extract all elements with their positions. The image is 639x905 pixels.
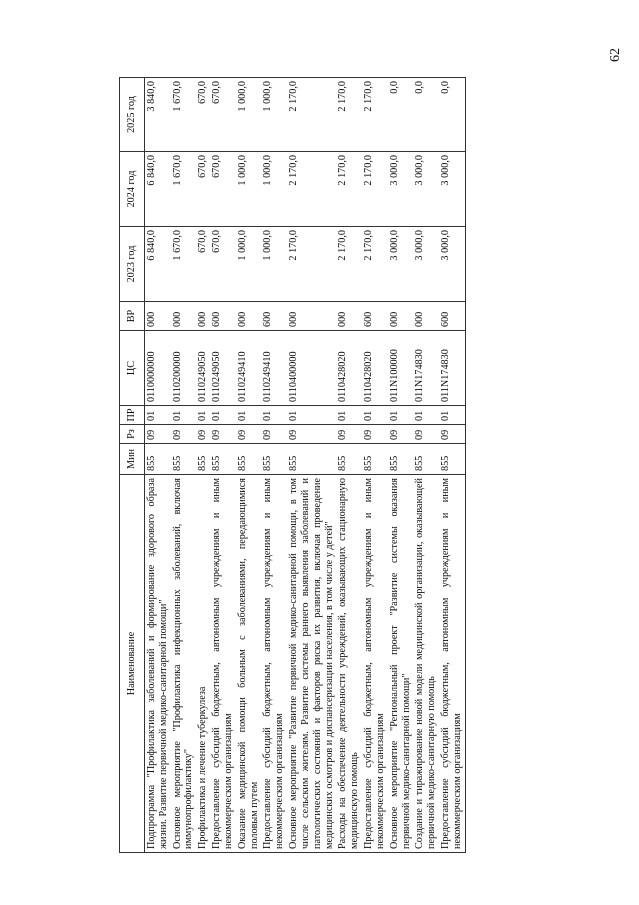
pr-cell: 01 <box>362 406 388 425</box>
y2025-cell: 670,0 <box>196 78 210 152</box>
cs-cell: 011N174830 <box>413 331 439 406</box>
cs-cell: 0110249410 <box>236 331 262 406</box>
y2023-cell: 670,0 <box>210 227 236 302</box>
cs-cell: 0110400000 <box>287 331 336 406</box>
name-cell: Предоставление субсидий бюджетным, автономным учреждениям и иным некоммерческим организациям <box>210 475 236 853</box>
y2025-cell: 3 840,0 <box>145 78 171 152</box>
y2024-cell: 2 170,0 <box>336 152 362 227</box>
table-row <box>236 78 262 853</box>
table-row <box>196 78 210 853</box>
pr-cell: 01 <box>336 406 362 425</box>
y2024-cell: 3 000,0 <box>413 152 439 227</box>
y2024-cell: 1 670,0 <box>171 152 197 227</box>
min-cell: 855 <box>236 444 262 475</box>
table-row <box>388 78 414 853</box>
min-cell: 855 <box>145 444 171 475</box>
table-row <box>287 78 336 853</box>
header-rz: Рз <box>120 425 145 444</box>
table-row <box>362 78 388 853</box>
vr-cell: 000 <box>236 302 262 331</box>
table-header-row <box>120 78 145 853</box>
vr-cell: 000 <box>171 302 197 331</box>
y2023-cell: 1 000,0 <box>236 227 262 302</box>
y2024-cell: 3 000,0 <box>388 152 414 227</box>
y2024-cell: 6 840,0 <box>145 152 171 227</box>
rz-cell: 09 <box>413 425 439 444</box>
pr-cell: 01 <box>236 406 262 425</box>
y2025-cell: 0,0 <box>439 78 465 152</box>
name-cell: Основное мероприятие "Развитие первичной медико-санитарной помощи, в том числе сельским жителям. Развитие системы раннего выявления заболеваний и патологических состояний и факторов риска их развития, включая проведение медицинских осмотров и диспансеризации населения, в том числе у детей" <box>287 475 336 853</box>
pr-cell: 01 <box>210 406 236 425</box>
vr-cell: 000 <box>336 302 362 331</box>
y2024-cell: 670,0 <box>210 152 236 227</box>
name-cell: Основное мероприятие "Региональный проект "Развитие системы оказания первичной медико-санитарной помощи" <box>388 475 414 853</box>
rz-cell: 09 <box>287 425 336 444</box>
budget-table-container <box>119 78 639 853</box>
y2024-cell: 1 000,0 <box>261 152 287 227</box>
y2024-cell: 1 000,0 <box>236 152 262 227</box>
rz-cell: 09 <box>236 425 262 444</box>
table-row <box>439 78 465 853</box>
name-cell: Предоставление субсидий бюджетным, автономным учреждениям и иным некоммерческим организациям <box>261 475 287 853</box>
min-cell: 855 <box>196 444 210 475</box>
min-cell: 855 <box>336 444 362 475</box>
y2023-cell: 670,0 <box>196 227 210 302</box>
y2025-cell: 2 170,0 <box>287 78 336 152</box>
rz-cell: 09 <box>145 425 171 444</box>
min-cell: 855 <box>362 444 388 475</box>
budget-table <box>119 77 466 853</box>
y2024-cell: 3 000,0 <box>439 152 465 227</box>
min-cell: 855 <box>388 444 414 475</box>
pr-cell: 01 <box>145 406 171 425</box>
cs-cell: 0110000000 <box>145 331 171 406</box>
y2025-cell: 0,0 <box>413 78 439 152</box>
header-2025: 2025 год <box>120 78 145 152</box>
y2025-cell: 1 000,0 <box>236 78 262 152</box>
vr-cell: 000 <box>145 302 171 331</box>
pr-cell: 01 <box>287 406 336 425</box>
y2024-cell: 670,0 <box>196 152 210 227</box>
pr-cell: 01 <box>413 406 439 425</box>
y2024-cell: 2 170,0 <box>287 152 336 227</box>
name-cell: Создание и тиражирование новой модели медицинской организации, оказывающей первичной медико-санитарную помощь <box>413 475 439 853</box>
vr-cell: 600 <box>261 302 287 331</box>
rz-cell: 09 <box>196 425 210 444</box>
y2025-cell: 670,0 <box>210 78 236 152</box>
pr-cell: 01 <box>261 406 287 425</box>
table-row <box>145 78 171 853</box>
header-min: Мин <box>120 444 145 475</box>
vr-cell: 000 <box>388 302 414 331</box>
y2023-cell: 2 170,0 <box>287 227 336 302</box>
rz-cell: 09 <box>388 425 414 444</box>
name-cell: Основное мероприятие "Профилактика инфекционных заболеваний, включая иммунопрофилактику" <box>171 475 197 853</box>
y2024-cell: 2 170,0 <box>362 152 388 227</box>
cs-cell: 0110249050 <box>210 331 236 406</box>
y2025-cell: 2 170,0 <box>336 78 362 152</box>
vr-cell: 600 <box>439 302 465 331</box>
y2023-cell: 1 670,0 <box>171 227 197 302</box>
y2025-cell: 0,0 <box>388 78 414 152</box>
name-cell: Предоставление субсидий бюджетным, автономным учреждениям и иным некоммерческим организациям <box>439 475 465 853</box>
page-number: 62 <box>608 48 623 62</box>
y2023-cell: 3 000,0 <box>413 227 439 302</box>
vr-cell: 600 <box>210 302 236 331</box>
name-cell: Подпрограмма "Профилактика заболеваний и формирование здорового образа жизни. Развитие первичной медико-санитарной помощи" <box>145 475 171 853</box>
header-2024: 2024 год <box>120 152 145 227</box>
cs-cell: 0110200000 <box>171 331 197 406</box>
header-pr: ПР <box>120 406 145 425</box>
min-cell: 855 <box>171 444 197 475</box>
vr-cell: 000 <box>287 302 336 331</box>
vr-cell: 000 <box>413 302 439 331</box>
y2025-cell: 1 000,0 <box>261 78 287 152</box>
y2023-cell: 3 000,0 <box>388 227 414 302</box>
vr-cell: 600 <box>362 302 388 331</box>
rz-cell: 09 <box>261 425 287 444</box>
cs-cell: 0110428020 <box>336 331 362 406</box>
pr-cell: 01 <box>439 406 465 425</box>
table-row <box>413 78 439 853</box>
cs-cell: 0110249410 <box>261 331 287 406</box>
table-row <box>210 78 236 853</box>
name-cell: Профилактика и лечение туберкулеза <box>196 475 210 853</box>
rz-cell: 09 <box>336 425 362 444</box>
rz-cell: 09 <box>171 425 197 444</box>
y2023-cell: 6 840,0 <box>145 227 171 302</box>
table-row <box>171 78 197 853</box>
name-cell: Расходы на обеспечение деятельности учреждений, оказывающих стационарную медицинскую помощь <box>336 475 362 853</box>
header-name: Наименование <box>120 475 145 853</box>
table-row <box>261 78 287 853</box>
header-vr: ВР <box>120 302 145 331</box>
table-row <box>336 78 362 853</box>
cs-cell: 0110428020 <box>362 331 388 406</box>
y2023-cell: 1 000,0 <box>261 227 287 302</box>
name-cell: Оказание медицинской помощи больным с заболеваниями, передающимися половым путем <box>236 475 262 853</box>
header-cs: ЦС <box>120 331 145 406</box>
min-cell: 855 <box>439 444 465 475</box>
min-cell: 855 <box>413 444 439 475</box>
y2023-cell: 2 170,0 <box>362 227 388 302</box>
min-cell: 855 <box>261 444 287 475</box>
min-cell: 855 <box>287 444 336 475</box>
y2025-cell: 2 170,0 <box>362 78 388 152</box>
rz-cell: 09 <box>362 425 388 444</box>
pr-cell: 01 <box>388 406 414 425</box>
pr-cell: 01 <box>171 406 197 425</box>
rz-cell: 09 <box>439 425 465 444</box>
rz-cell: 09 <box>210 425 236 444</box>
name-cell: Предоставление субсидий бюджетным, автономным учреждениям и иным некоммерческим организациям <box>362 475 388 853</box>
vr-cell: 000 <box>196 302 210 331</box>
cs-cell: 011N100000 <box>388 331 414 406</box>
pr-cell: 01 <box>196 406 210 425</box>
cs-cell: 011N174830 <box>439 331 465 406</box>
min-cell: 855 <box>210 444 236 475</box>
cs-cell: 0110249050 <box>196 331 210 406</box>
y2025-cell: 1 670,0 <box>171 78 197 152</box>
header-2023: 2023 год <box>120 227 145 302</box>
y2023-cell: 2 170,0 <box>336 227 362 302</box>
y2023-cell: 3 000,0 <box>439 227 465 302</box>
